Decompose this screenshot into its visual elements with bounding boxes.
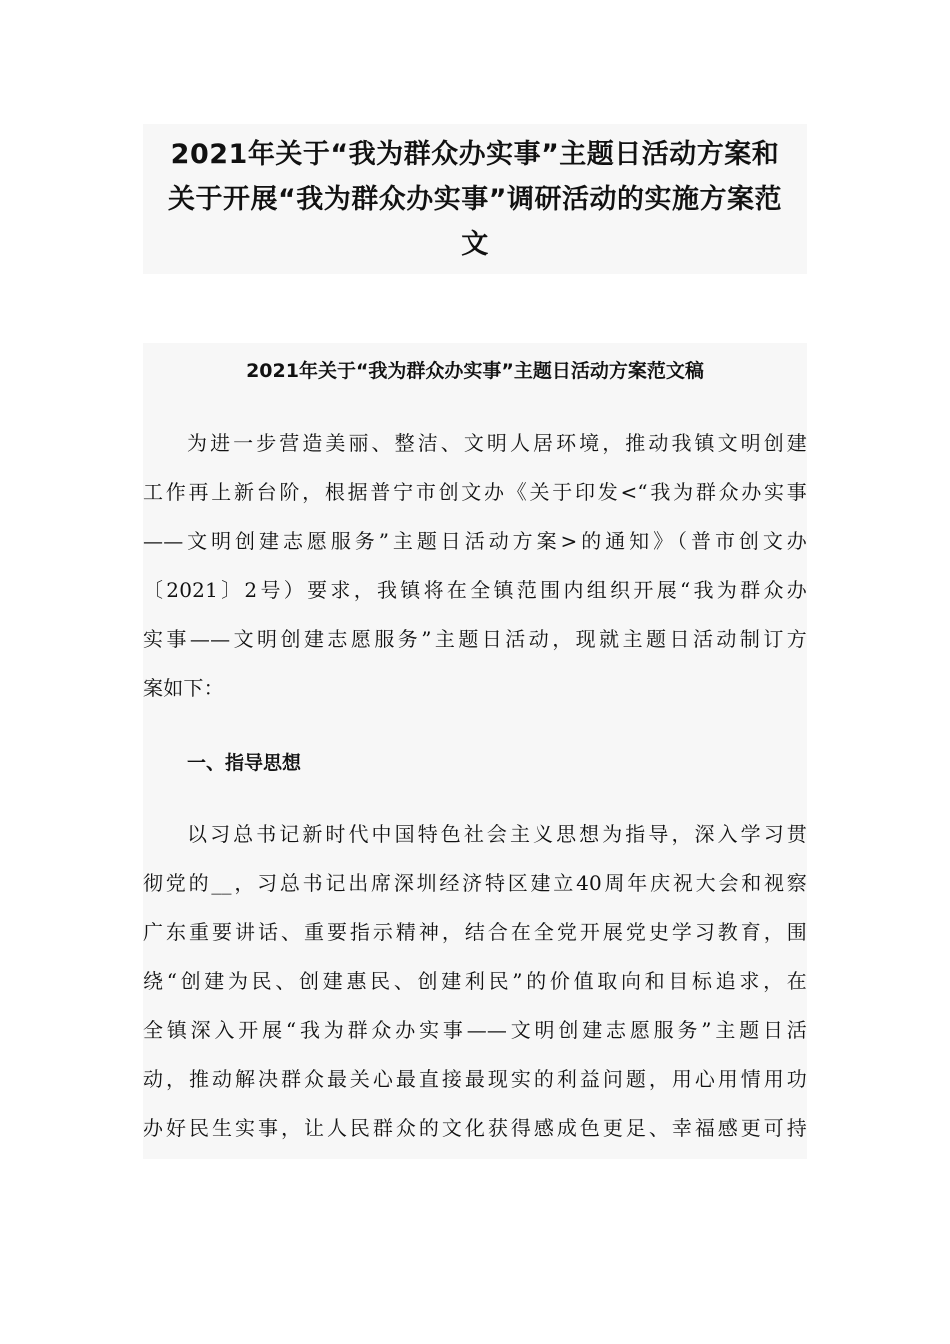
document-title	[143, 124, 807, 274]
text-line: 办好民生实事，让人民群众的文化获得感成色更足、幸福感更可持	[143, 1116, 807, 1140]
text-line: 全镇深入开展“我为群众办实事——文明创建志愿服务”主题日活	[143, 1018, 807, 1042]
text-line: 〔2021〕2号）要求，我镇将在全镇范围内组织开展“我为群众办	[143, 578, 807, 602]
text-line: ——文明创建志愿服务”主题日活动方案>的通知》（普市创文办	[143, 529, 807, 553]
text-line: 彻党的__，习总书记出席深圳经济特区建立40周年庆祝大会和视察	[143, 871, 807, 895]
text-line: 为进一步营造美丽、整洁、文明人居环境，推动我镇文明创建	[187, 431, 807, 455]
text-line: 以习总书记新时代中国特色社会主义思想为指导，深入学习贯	[187, 822, 807, 846]
title-line-1: 2021年关于“我为群众办实事”主题日活动方案和	[170, 139, 780, 170]
text-line: 绕“创建为民、创建惠民、创建利民”的价值取向和目标追求，在	[143, 969, 807, 993]
paragraph-guiding-ideology	[143, 810, 807, 1153]
section-subtitle: 2021年关于“我为群众办实事”主题日活动方案范文稿	[246, 360, 704, 382]
section-heading-guiding-ideology: 一、指导思想	[187, 752, 302, 774]
title-line-2: 关于开展“我为群众办实事”调研活动的实施方案范	[168, 184, 782, 215]
text-line: 实事——文明创建志愿服务”主题日活动，现就主题日活动制订方	[143, 627, 807, 651]
text-line: 工作再上新台阶，根据普宁市创文办《关于印发<“我为群众办实事	[143, 480, 807, 504]
text-line: 动，推动解决群众最关心最直接最现实的利益问题，用心用情用功	[143, 1067, 807, 1091]
paragraph-intro	[143, 419, 807, 713]
title-line-3: 文	[461, 229, 489, 260]
text-line: 案如下：	[143, 676, 224, 700]
document-body	[143, 343, 807, 1159]
text-line: 广东重要讲话、重要指示精神，结合在全党开展党史学习教育，围	[143, 920, 807, 944]
